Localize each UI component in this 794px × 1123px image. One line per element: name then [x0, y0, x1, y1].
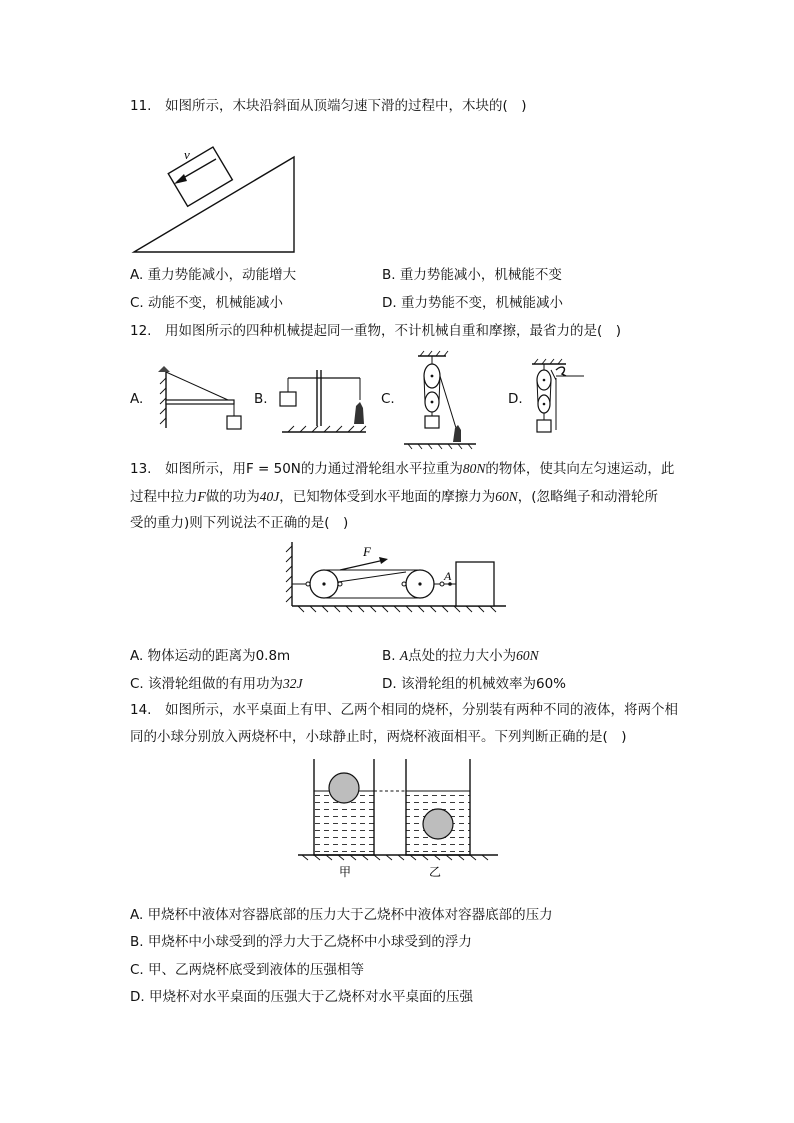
q14-beakers-figure [296, 757, 501, 879]
q12-label-c: C. [381, 391, 395, 407]
q13-force-symbol: F [197, 489, 206, 504]
q14-stem-line2: 同的小球分别放入两烧杯中，小球静止时，两烧杯液面相平。下列判断正确的是( ) [130, 729, 627, 745]
q13-option-d: D. 该滑轮组的机械效率为60% [382, 676, 566, 692]
q12-label-d: D. [508, 391, 523, 407]
q13-work-value: 40J [259, 489, 280, 504]
q13-stem-line2-mid: 做的功为 [205, 489, 260, 505]
q14-option-c: C. 甲、乙两烧杯底受到液体的压强相等 [130, 962, 365, 978]
q12-lever-figure [150, 362, 245, 434]
q14-option-a: A. 甲烧杯中液体对容器底部的压力大于乙烧杯中液体对容器底部的压力 [130, 907, 553, 923]
q13-stem-line2-post: ，(忽略绳子和动滑轮所 [517, 489, 659, 505]
q13-pulley-figure [284, 538, 509, 620]
q11-stem: 11. 如图所示，木块沿斜面从顶端匀速下滑的过程中，木块的( ) [130, 98, 527, 114]
q11-option-a: A. 重力势能减小，动能增大 [130, 267, 297, 283]
q12-label-a: A. [130, 391, 144, 407]
q13-stem-line1-post: 的物体，使其向左匀速运动，此 [485, 461, 675, 477]
q13-option-c-text: C. 该滑轮组做的有用功为 [130, 676, 284, 692]
beaker-jia-label: 甲 [339, 865, 352, 879]
q13-stem-line1-pre: 13. 如图所示，用F = 50N的力通过滑轮组水平拉重为 [130, 461, 463, 477]
point-a-label: A [444, 569, 452, 583]
q12-pulley-block-figure [400, 350, 480, 450]
q12-label-b: B. [254, 391, 268, 407]
q13-option-b-value: 60N [516, 648, 539, 663]
q12-stem: 12. 用如图所示的四种机械提起同一重物，不计机械自重和摩擦，最省力的是( ) [130, 323, 622, 339]
q13-stem-line3: 受的重力)则下列说法不正确的是( ) [130, 515, 349, 531]
q13-stem-line2-mid2: ，已知物体受到水平地面的摩擦力为 [279, 489, 496, 505]
q14-stem-line1: 14. 如图所示，水平桌面上有甲、乙两个相同的烧杯，分别装有两种不同的液体，将两个相 [130, 702, 678, 718]
beaker-yi-label: 乙 [429, 865, 442, 879]
q13-option-c [130, 674, 303, 694]
q11-option-c: C. 动能不变，机械能减小 [130, 295, 284, 311]
q13-option-b [382, 646, 539, 666]
q13-stem-line2-pre: 过程中拉力 [130, 489, 198, 505]
q14-option-d: D. 甲烧杯对水平桌面的压强大于乙烧杯对水平桌面的压强 [130, 989, 473, 1005]
q12-pulley-system-figure [526, 358, 592, 438]
q13-stem-line1 [130, 459, 674, 479]
q13-weight: 80N [462, 461, 486, 476]
force-label: F [363, 544, 371, 559]
q13-stem-line2 [130, 487, 658, 507]
q13-option-b-point: A [399, 648, 409, 663]
q13-friction-value: 60N [495, 489, 518, 504]
q13-option-c-value: 32J [283, 676, 303, 691]
q11-option-d: D. 重力势能不变，机械能减小 [382, 295, 563, 311]
q13-option-a: A. 物体运动的距离为0.8m [130, 648, 291, 664]
q11-option-b: B. 重力势能减小，机械能不变 [382, 267, 562, 283]
q13-option-b-mid: 点处的拉力大小为 [408, 648, 517, 664]
q14-option-b: B. 甲烧杯中小球受到的浮力大于乙烧杯中小球受到的浮力 [130, 934, 472, 950]
velocity-label: v [184, 147, 190, 162]
q12-balance-figure [274, 362, 369, 434]
q13-option-b-prefix: B. [382, 648, 396, 664]
q11-incline-figure [128, 145, 303, 257]
